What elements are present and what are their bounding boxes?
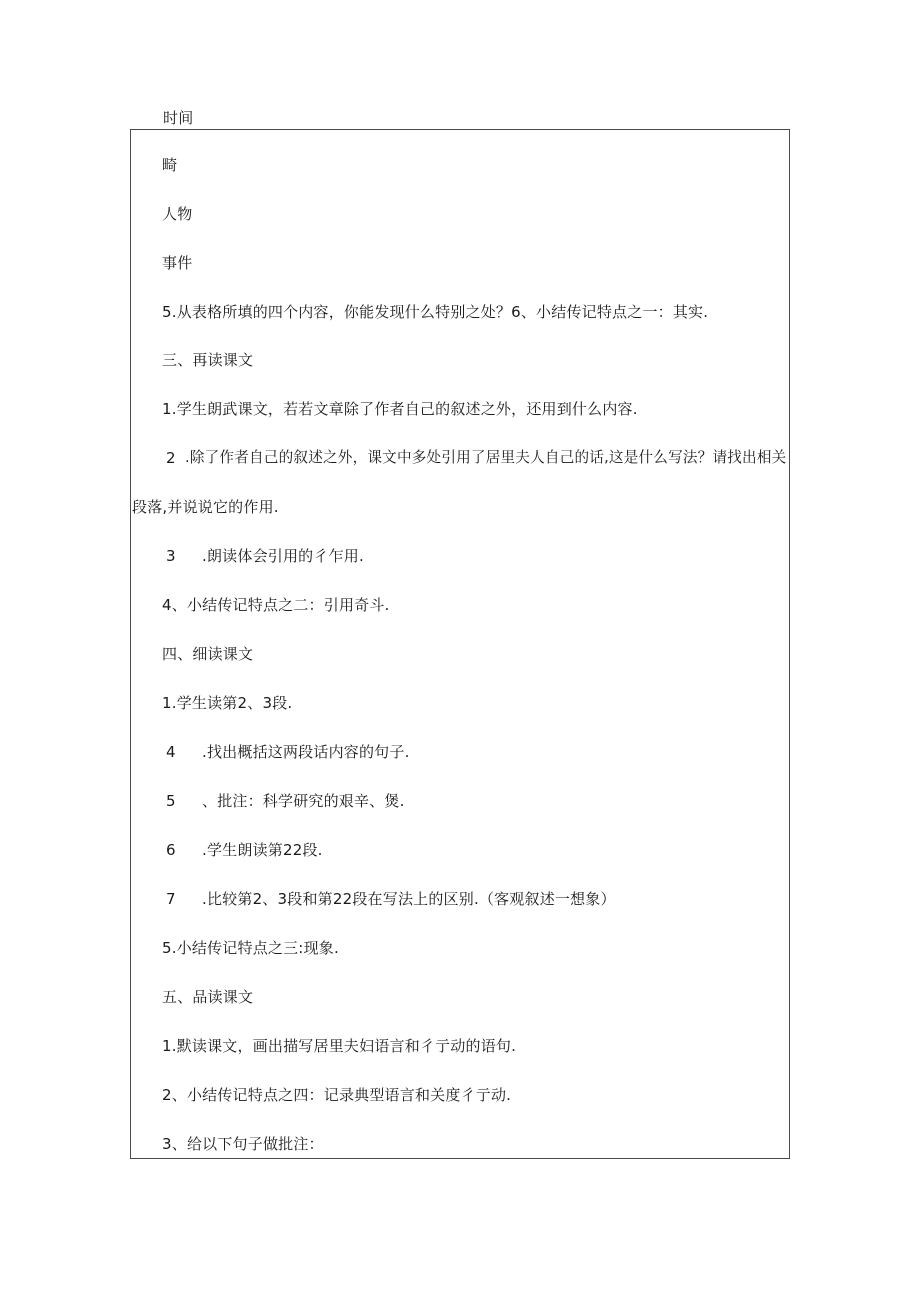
line-14: 、批注：科学研究的艰辛、煲. bbox=[202, 792, 405, 810]
line-2: 人物 bbox=[162, 205, 193, 223]
line-10: 4、小结传记特点之二：引用奇斗. bbox=[162, 596, 390, 614]
line-9: .朗读体会引用的彳乍用. bbox=[202, 547, 364, 565]
line-21: 3、给以下句子做批注： bbox=[162, 1135, 324, 1153]
line-20: 2、小结传记特点之四：记录典型语言和关度彳亍动. bbox=[162, 1086, 512, 1104]
item-number-4: 4 bbox=[166, 743, 176, 761]
section-heading-3: 三、再读课文 bbox=[162, 351, 254, 369]
line-13: .找出概括这两段话内容的句子. bbox=[202, 743, 410, 761]
line-16: .比较第2、3段和第22段在写法上的区别.（客观叙述一想象） bbox=[202, 890, 616, 908]
item-number-2: 2 bbox=[166, 449, 176, 467]
line-1: 畸 bbox=[162, 156, 178, 174]
section-heading-5: 五、品读课文 bbox=[162, 988, 254, 1006]
item-number-5: 5 bbox=[166, 792, 176, 810]
item-number-7: 7 bbox=[166, 890, 176, 908]
line-6: 1.学生朗武课文，若若文章除了作者自己的叙述之外，还用到什么内容. bbox=[162, 400, 638, 418]
header-label: 时间 bbox=[163, 109, 194, 127]
line-12: 1.学生读第2、3段. bbox=[162, 694, 293, 712]
section-heading-4: 四、细读课文 bbox=[162, 645, 254, 663]
item-number-6: 6 bbox=[166, 841, 176, 859]
line-15: .学生朗读第22段. bbox=[202, 841, 323, 859]
line-19: 1.默读课文，画出描写居里夫妇语言和彳亍动的语句. bbox=[162, 1037, 517, 1055]
line-17: 5.小结传记特点之三:现象. bbox=[162, 939, 339, 957]
line-4: 5.从表格所填的四个内容，你能发现什么特别之处？6、小结传记特点之一：其实. bbox=[162, 303, 709, 321]
line-8: 段落,并说说它的作用. bbox=[132, 498, 279, 516]
item-number-3: 3 bbox=[166, 547, 176, 565]
line-3: 事件 bbox=[162, 254, 193, 272]
line-7: .除了作者自己的叙述之外，课文中多处引用了居里夫人自己的话,这是什么写法？请找出相关 bbox=[185, 449, 787, 466]
